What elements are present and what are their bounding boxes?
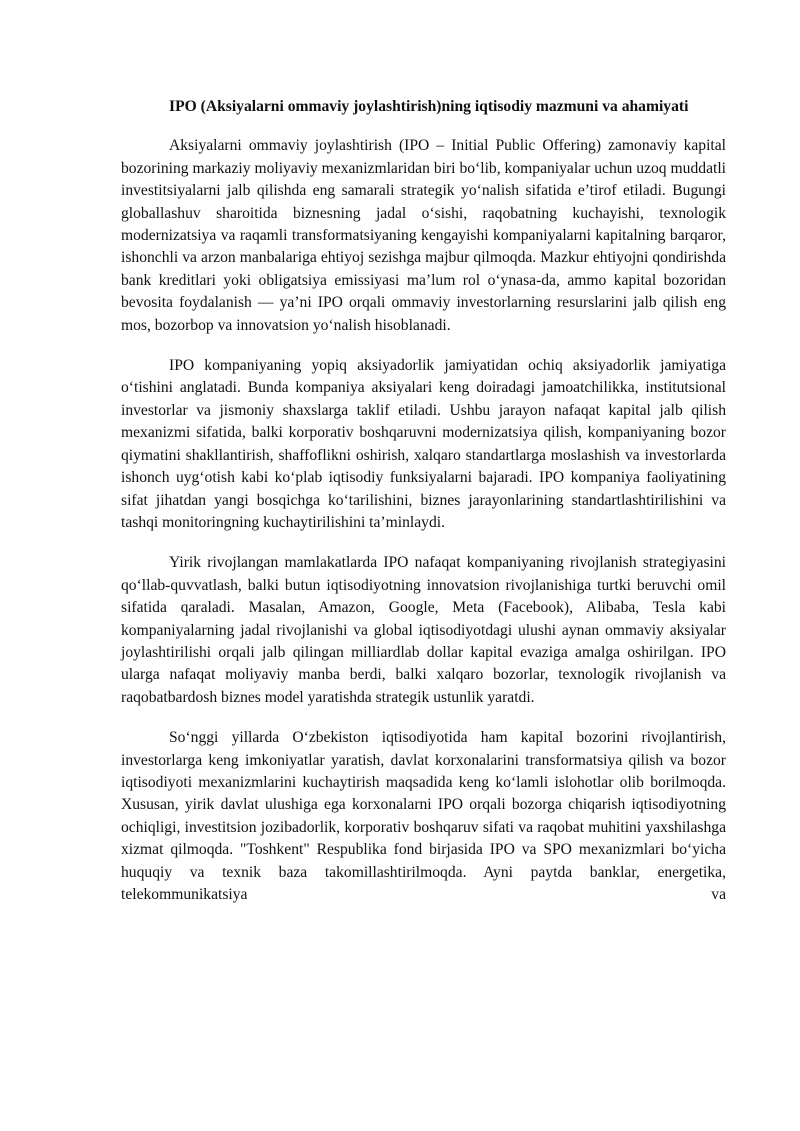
document-page: [121, 96, 726, 906]
document-title: IPO (Aksiyalarni ommaviy joylashtirish)ning iqtisodiy mazmuni va ahamiyati: [169, 98, 689, 115]
paragraph-ipo-definition: Aksiyalarni ommaviy joylashtirish (IPO – Initial Public Offering) zamonaviy kapital bozorining markaziy moliyaviy mexanizmlaridan biri bo‘lib, kompaniyalar uchun uzoq muddatli investitsiyalarni jalb qilishda eng samarali strategik yo‘nalish sifatida e’tirof etiladi. Bugungi globallashuv sharoitida biznesning jadal o‘sishi, raqobatning kuchayishi, texnologik modernizatsiya va raqamli transformatsiyaning kengayishi kompaniyalarni kapitalning barqaror, ishonchli va arzon manbalariga ehtiyoj sezishga majbur qilmoqda. Mazkur ehtiyojni qondirishda bank kreditlari yoki obligatsiya emissiyasi ma’lum rol o‘ynasa-da, ammo kapital bozoridan bevosita foydalanish — ya’ni IPO orqali ommaviy investorlarning resurslarini jalb qilish eng mos, bozorbop va innovatsion yo‘nalish hisoblanadi.: [121, 137, 726, 334]
paragraph-developed-countries: Yirik rivojlangan mamlakatlarda IPO nafaqat kompaniyaning rivojlanish strategiyasini qo‘llab-quvvatlash, balki butun iqtisodiyotning innovatsion rivojlanishiga turtki beruvchi omil sifatida qaraladi. Masalan, Amazon, Google, Meta (Facebook), Alibaba, Tesla kabi kompaniyalarning jadal rivojlanishi va global iqtisodiyotdagi ulushi aynan ommaviy aksiyalar joylashtirilishi orqali jalb qilingan milliardlab dollar kapital evaziga amalga oshirilgan. IPO ularga nafaqat moliyaviy manba berdi, balki xalqaro bozorlar, texnologik rivojlanish va raqobatbardosh biznes model yaratishda strategik ustunlik yaratdi.: [121, 554, 726, 706]
paragraph-uzbekistan: So‘nggi yillarda O‘zbekiston iqtisodiyotida ham kapital bozorini rivojlantirish, investorlarga keng imkoniyatlar yaratish, davlat korxonalarini transformatsiya qilish va bozor iqtisodiyoti mexanizmlarini kuchaytirish maqsadida keng ko‘lamli islohotlar olib borilmoqda. Xususan, yirik davlat ulushiga ega korxonalarni IPO orqali bozorga chiqarish iqtisodiyotning ochiqligi, investitsion jozibadorlik, korporativ boshqaruv sifati va raqobat muhitini yaxshilashga xizmat qilmoqda. "Toshkent" Respublika fond birjasida IPO va SPO mexanizmlari bo‘yicha huquqiy va texnik baza takomillashtirilmoqda. Ayni paytda banklar, energetika, telekommunikatsiya va: [121, 729, 726, 903]
paragraph-ipo-transition: IPO kompaniyaning yopiq aksiyadorlik jamiyatidan ochiq aksiyadorlik jamiyatiga o‘tishini anglatadi. Bunda kompaniya aksiyalari keng doiradagi jamoatchilikka, institutsional investorlar va jismoniy shaxslarga taklif etiladi. Ushbu jarayon nafaqat kapital jalb qilish mexanizmi sifatida, balki korporativ boshqaruvni modernizatsiya qilish, kompaniyaning bozor qiymatini shakllantirish, shaffoflikni oshirish, xalqaro standartlarga moslashish va investorlarda ishonch uyg‘otish kabi ko‘plab iqtisodiy funksiyalarni bajaradi. IPO kompaniya faoliyatining sifat jihatdan yangi bosqichga ko‘tarilishini, biznes jarayonlarining standartlashtirilishini va tashqi monitoringning kuchaytirilishini ta’minlaydi.: [121, 357, 726, 531]
